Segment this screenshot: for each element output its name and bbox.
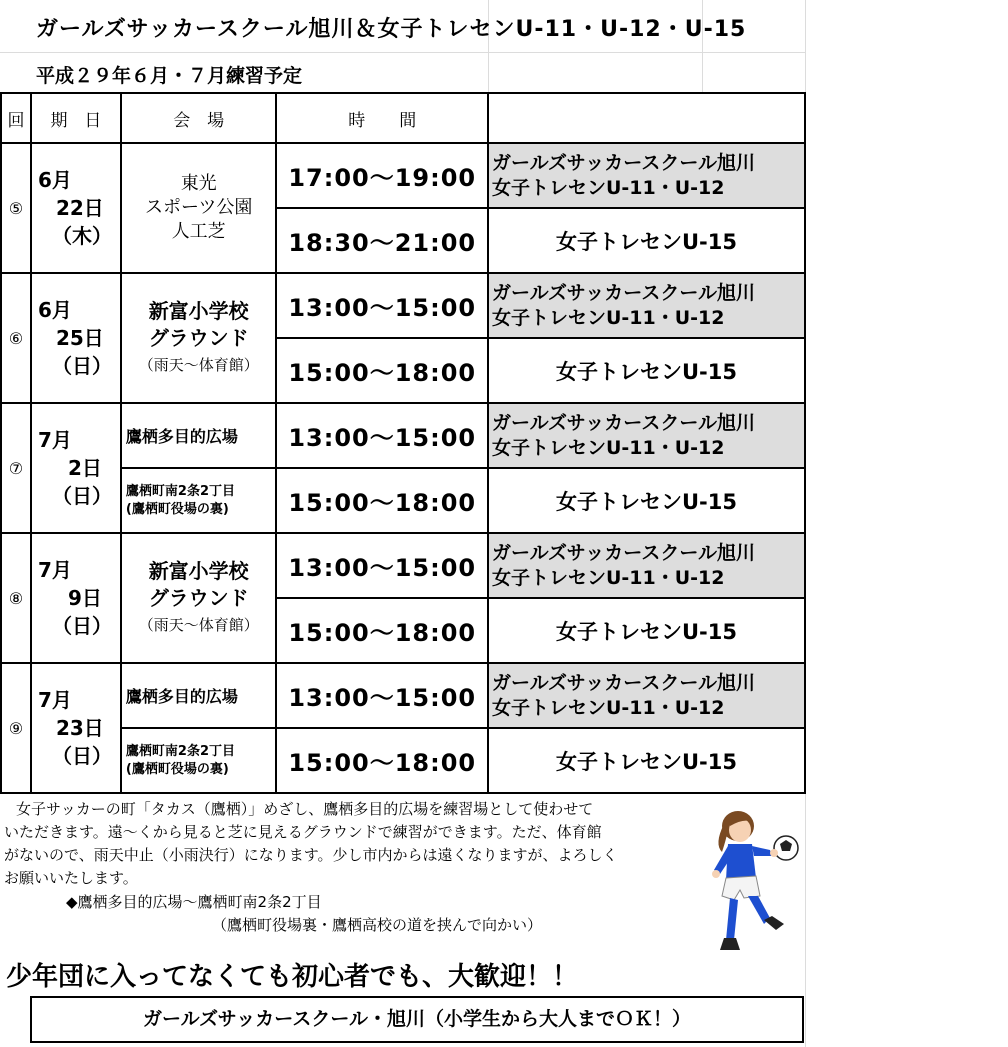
group-line: 女子トレセンU-11・U-12 xyxy=(491,566,725,589)
venue-line: 東光 xyxy=(180,173,217,194)
time-slot: 15:00～18:00 xyxy=(276,728,488,793)
location-bullet: ◆鷹栖多目的広場～鷹栖町南2条2丁目 xyxy=(66,893,322,911)
session-date xyxy=(31,533,121,663)
session-venue xyxy=(121,273,277,403)
group-cell: 女子トレセンU-15 xyxy=(488,468,805,533)
time-slot: 13:00～15:00 xyxy=(276,533,488,598)
date-weekday: （木） xyxy=(51,224,112,248)
date-month: 6月 xyxy=(37,168,72,192)
group-cell: 女子トレセンU-15 xyxy=(488,208,805,273)
header-group xyxy=(488,93,805,143)
date-weekday: （日） xyxy=(51,354,112,378)
welcome-message: 少年団に入ってなくても初心者でも、大歓迎！！ xyxy=(6,962,579,992)
time-slot: 17:00～19:00 xyxy=(276,143,488,208)
venue-line: （雨天～体育館） xyxy=(138,355,259,374)
group-line: ガールズサッカースクール旭川 xyxy=(491,151,755,174)
time-slot: 15:00～18:00 xyxy=(276,598,488,663)
time-slot: 15:00～18:00 xyxy=(276,338,488,403)
venue-line: グラウンド xyxy=(148,585,249,610)
venue-line: 新富小学校 xyxy=(148,298,249,323)
page-subtitle: 平成２９年６月・７月練習予定 xyxy=(36,65,303,87)
venue-address-line: 鷹栖町南2条2丁目 xyxy=(125,483,236,499)
date-weekday: （日） xyxy=(51,614,112,638)
venue-address-line: (鷹栖町役場の裏) xyxy=(125,501,229,517)
date-weekday: （日） xyxy=(51,744,112,768)
gridline xyxy=(0,52,806,53)
session-number: ⑧ xyxy=(1,533,31,663)
group-line: ガールズサッカースクール旭川 xyxy=(491,411,755,434)
session-number: ⑤ xyxy=(1,143,31,273)
date-month: 7月 xyxy=(37,558,72,582)
footer-banner: ガールズサッカースクール・旭川（小学生から大人までＯＫ！） xyxy=(30,996,804,1043)
session-date xyxy=(31,273,121,403)
notes-line: がないので、雨天中止（小雨決行）になります。少し市内からは遠くなりますが、よろしく xyxy=(4,846,618,864)
table-row xyxy=(1,533,805,598)
group-line: ガールズサッカースクール旭川 xyxy=(491,671,755,694)
session-number: ⑦ xyxy=(1,403,31,533)
group-line: 女子トレセンU-11・U-12 xyxy=(491,436,725,459)
notes-line: お願いいたします。 xyxy=(4,869,138,887)
session-date xyxy=(31,143,121,273)
schedule-table xyxy=(0,92,806,794)
time-slot: 18:30～21:00 xyxy=(276,208,488,273)
notes-line: 女子サッカーの町「タカス（鷹栖）」めざし、鷹栖多目的広場を練習場として使わせて xyxy=(16,800,594,818)
venue-line: グラウンド xyxy=(148,325,249,350)
group-line: 女子トレセンU-11・U-12 xyxy=(491,176,725,199)
session-venue: 鷹栖多目的広場 xyxy=(121,663,277,728)
time-slot: 13:00～15:00 xyxy=(276,403,488,468)
group-line: 女子トレセンU-11・U-12 xyxy=(491,306,725,329)
group-cell: 女子トレセンU-15 xyxy=(488,598,805,663)
group-cell xyxy=(488,273,805,338)
session-date xyxy=(31,403,121,533)
notes-line: いただきます。遠～くから見ると芝に見えるグラウンドで練習ができます。ただ、体育館 xyxy=(4,823,602,841)
venue-address-line: (鷹栖町役場の裏) xyxy=(125,761,229,777)
group-line: 女子トレセンU-11・U-12 xyxy=(491,696,725,719)
location-detail: （鷹栖町役場裏・鷹栖高校の道を挟んで向かい） xyxy=(212,916,543,934)
venue-address xyxy=(121,728,277,793)
date-day: 25日 xyxy=(55,326,104,350)
group-cell xyxy=(488,533,805,598)
header-date: 期 日 xyxy=(31,93,121,143)
date-day: 9日 xyxy=(67,586,102,610)
date-day: 22日 xyxy=(55,196,104,220)
venue-line: 新富小学校 xyxy=(148,558,249,583)
group-cell xyxy=(488,663,805,728)
header-venue: 会 場 xyxy=(121,93,277,143)
date-month: 7月 xyxy=(37,428,72,452)
notes-paragraph xyxy=(4,798,704,890)
table-row xyxy=(1,663,805,728)
soccer-girl-illustration xyxy=(700,800,808,970)
venue-address-line: 鷹栖町南2条2丁目 xyxy=(125,743,236,759)
table-row xyxy=(1,468,805,533)
table-row xyxy=(1,143,805,208)
date-month: 6月 xyxy=(37,298,72,322)
session-venue: 鷹栖多目的広場 xyxy=(121,403,277,468)
date-day: 23日 xyxy=(55,716,104,740)
table-header-row xyxy=(1,93,805,143)
time-slot: 13:00～15:00 xyxy=(276,273,488,338)
table-row xyxy=(1,273,805,338)
time-slot: 15:00～18:00 xyxy=(276,468,488,533)
venue-address xyxy=(121,468,277,533)
session-date xyxy=(31,663,121,793)
session-number: ⑨ xyxy=(1,663,31,793)
date-weekday: （日） xyxy=(51,484,112,508)
table-row xyxy=(1,728,805,793)
header-time: 時 間 xyxy=(276,93,488,143)
group-cell xyxy=(488,143,805,208)
time-slot: 13:00～15:00 xyxy=(276,663,488,728)
venue-line: （雨天～体育館） xyxy=(138,615,259,634)
group-cell: 女子トレセンU-15 xyxy=(488,728,805,793)
session-venue xyxy=(121,143,277,273)
group-cell: 女子トレセンU-15 xyxy=(488,338,805,403)
session-venue xyxy=(121,533,277,663)
header-kai: 回 xyxy=(1,93,31,143)
date-month: 7月 xyxy=(37,688,72,712)
table-row xyxy=(1,403,805,468)
venue-line: 人工芝 xyxy=(171,221,226,242)
venue-line: スポーツ公園 xyxy=(145,197,253,218)
date-day: 2日 xyxy=(67,456,102,480)
group-line: ガールズサッカースクール旭川 xyxy=(491,541,755,564)
session-number: ⑥ xyxy=(1,273,31,403)
group-line: ガールズサッカースクール旭川 xyxy=(491,281,755,304)
group-cell xyxy=(488,403,805,468)
page-title: ガールズサッカースクール旭川＆女子トレセンU-11・U-12・U-15 xyxy=(36,17,747,42)
